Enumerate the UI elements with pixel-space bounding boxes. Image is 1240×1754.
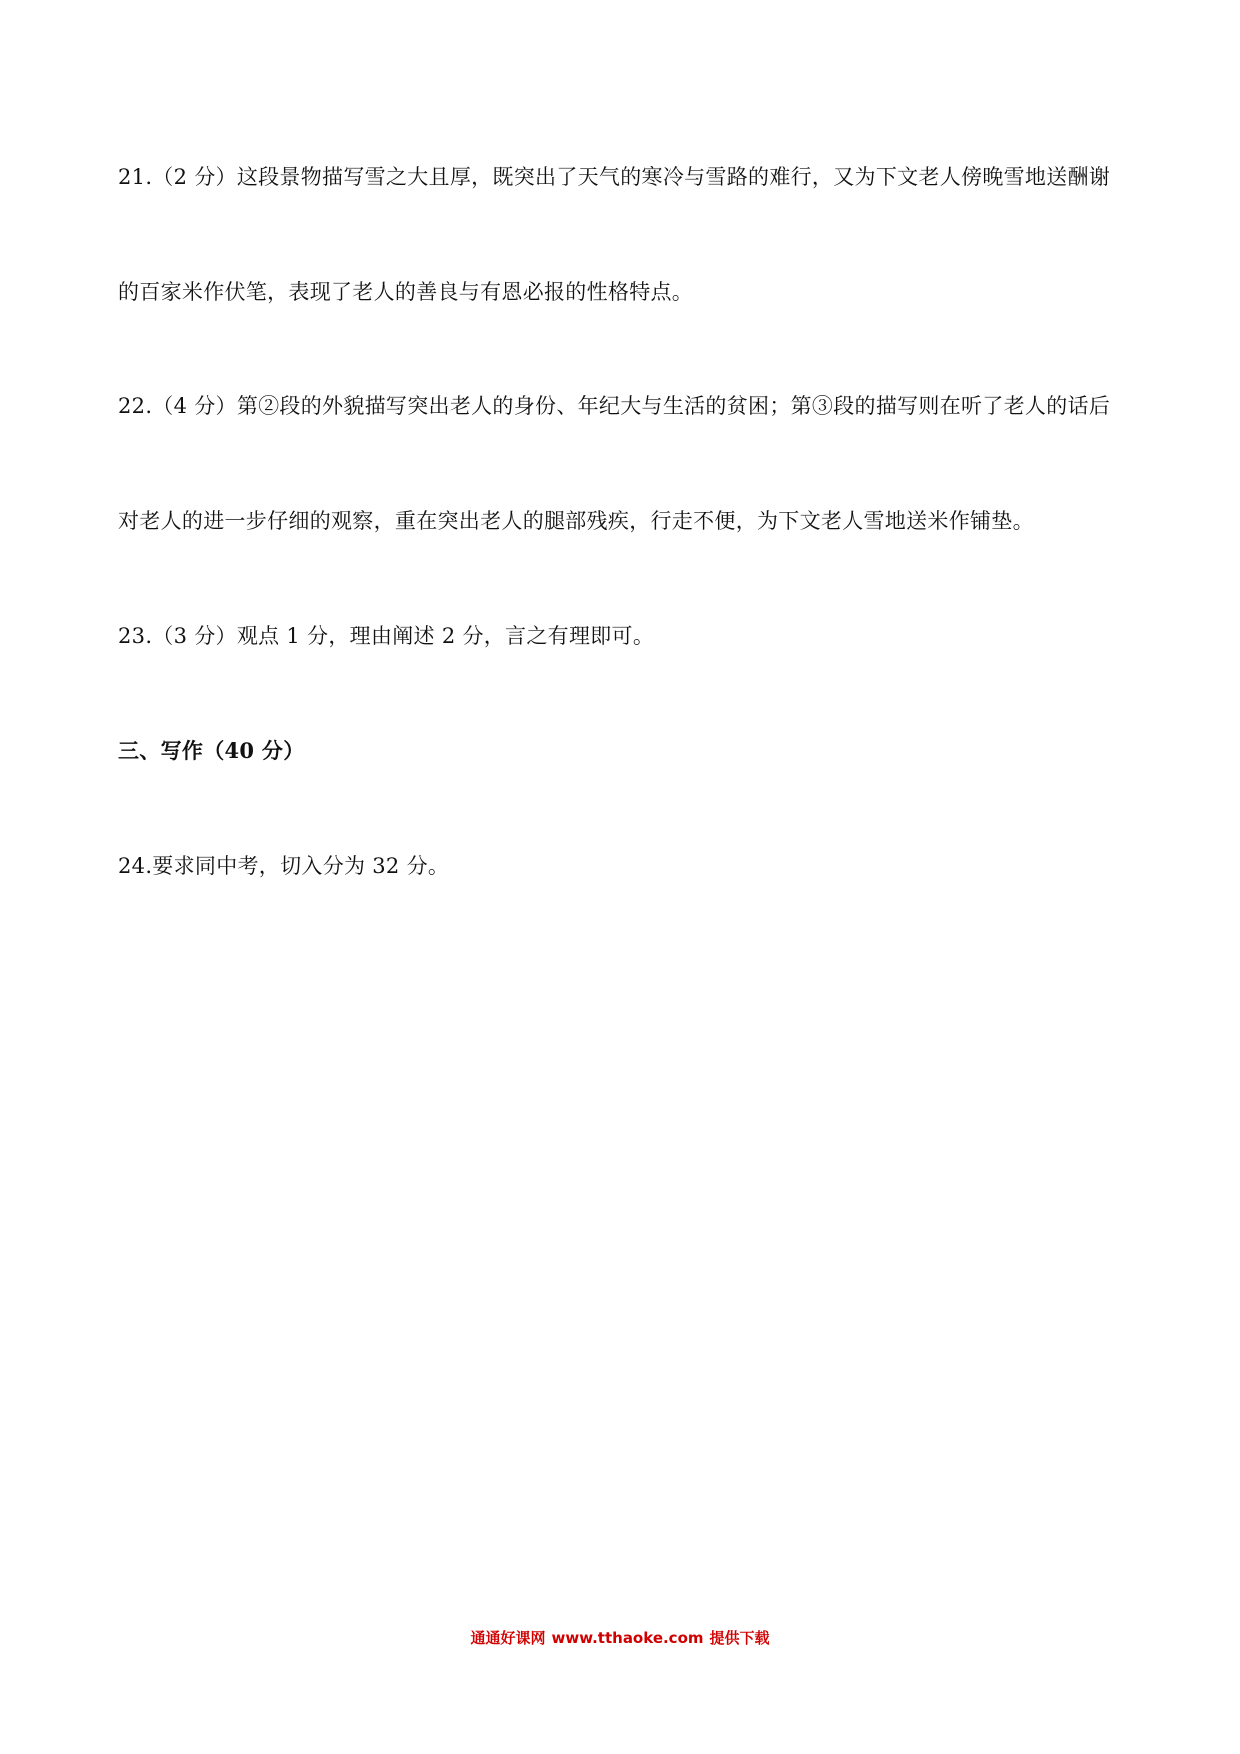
answer-24: 24.要求同中考，切入分为 32 分。 xyxy=(118,854,450,878)
footer-site-name: 通通好课网 xyxy=(470,1629,546,1647)
section-heading-writing: 三、写作（40 分） xyxy=(118,738,305,763)
answer-22-line-2: 对老人的进一步仔细的观察，重在突出老人的腿部残疾，行走不便，为下文老人雪地送米作铺垫。 xyxy=(118,509,1034,533)
footer-watermark xyxy=(0,1628,1240,1648)
answer-22-line-1: 22.（4 分）第②段的外貌描写突出老人的身份、年纪大与生活的贫困；第③段的描写则在听了老人的话后 xyxy=(118,394,1111,418)
answer-21-line-1: 21.（2 分）这段景物描写雪之大且厚，既突出了天气的寒冷与雪路的难行，又为下文老人傍晚雪地送酬谢 xyxy=(118,165,1111,189)
answer-23: 23.（3 分）观点 1 分，理由阐述 2 分，言之有理即可。 xyxy=(118,624,655,648)
footer-site-url[interactable]: www.tthaoke.com xyxy=(551,1629,704,1647)
footer-provide-text: 提供下载 xyxy=(709,1629,770,1647)
answer-21-line-2: 的百家米作伏笔，表现了老人的善良与有恩必报的性格特点。 xyxy=(118,280,694,304)
